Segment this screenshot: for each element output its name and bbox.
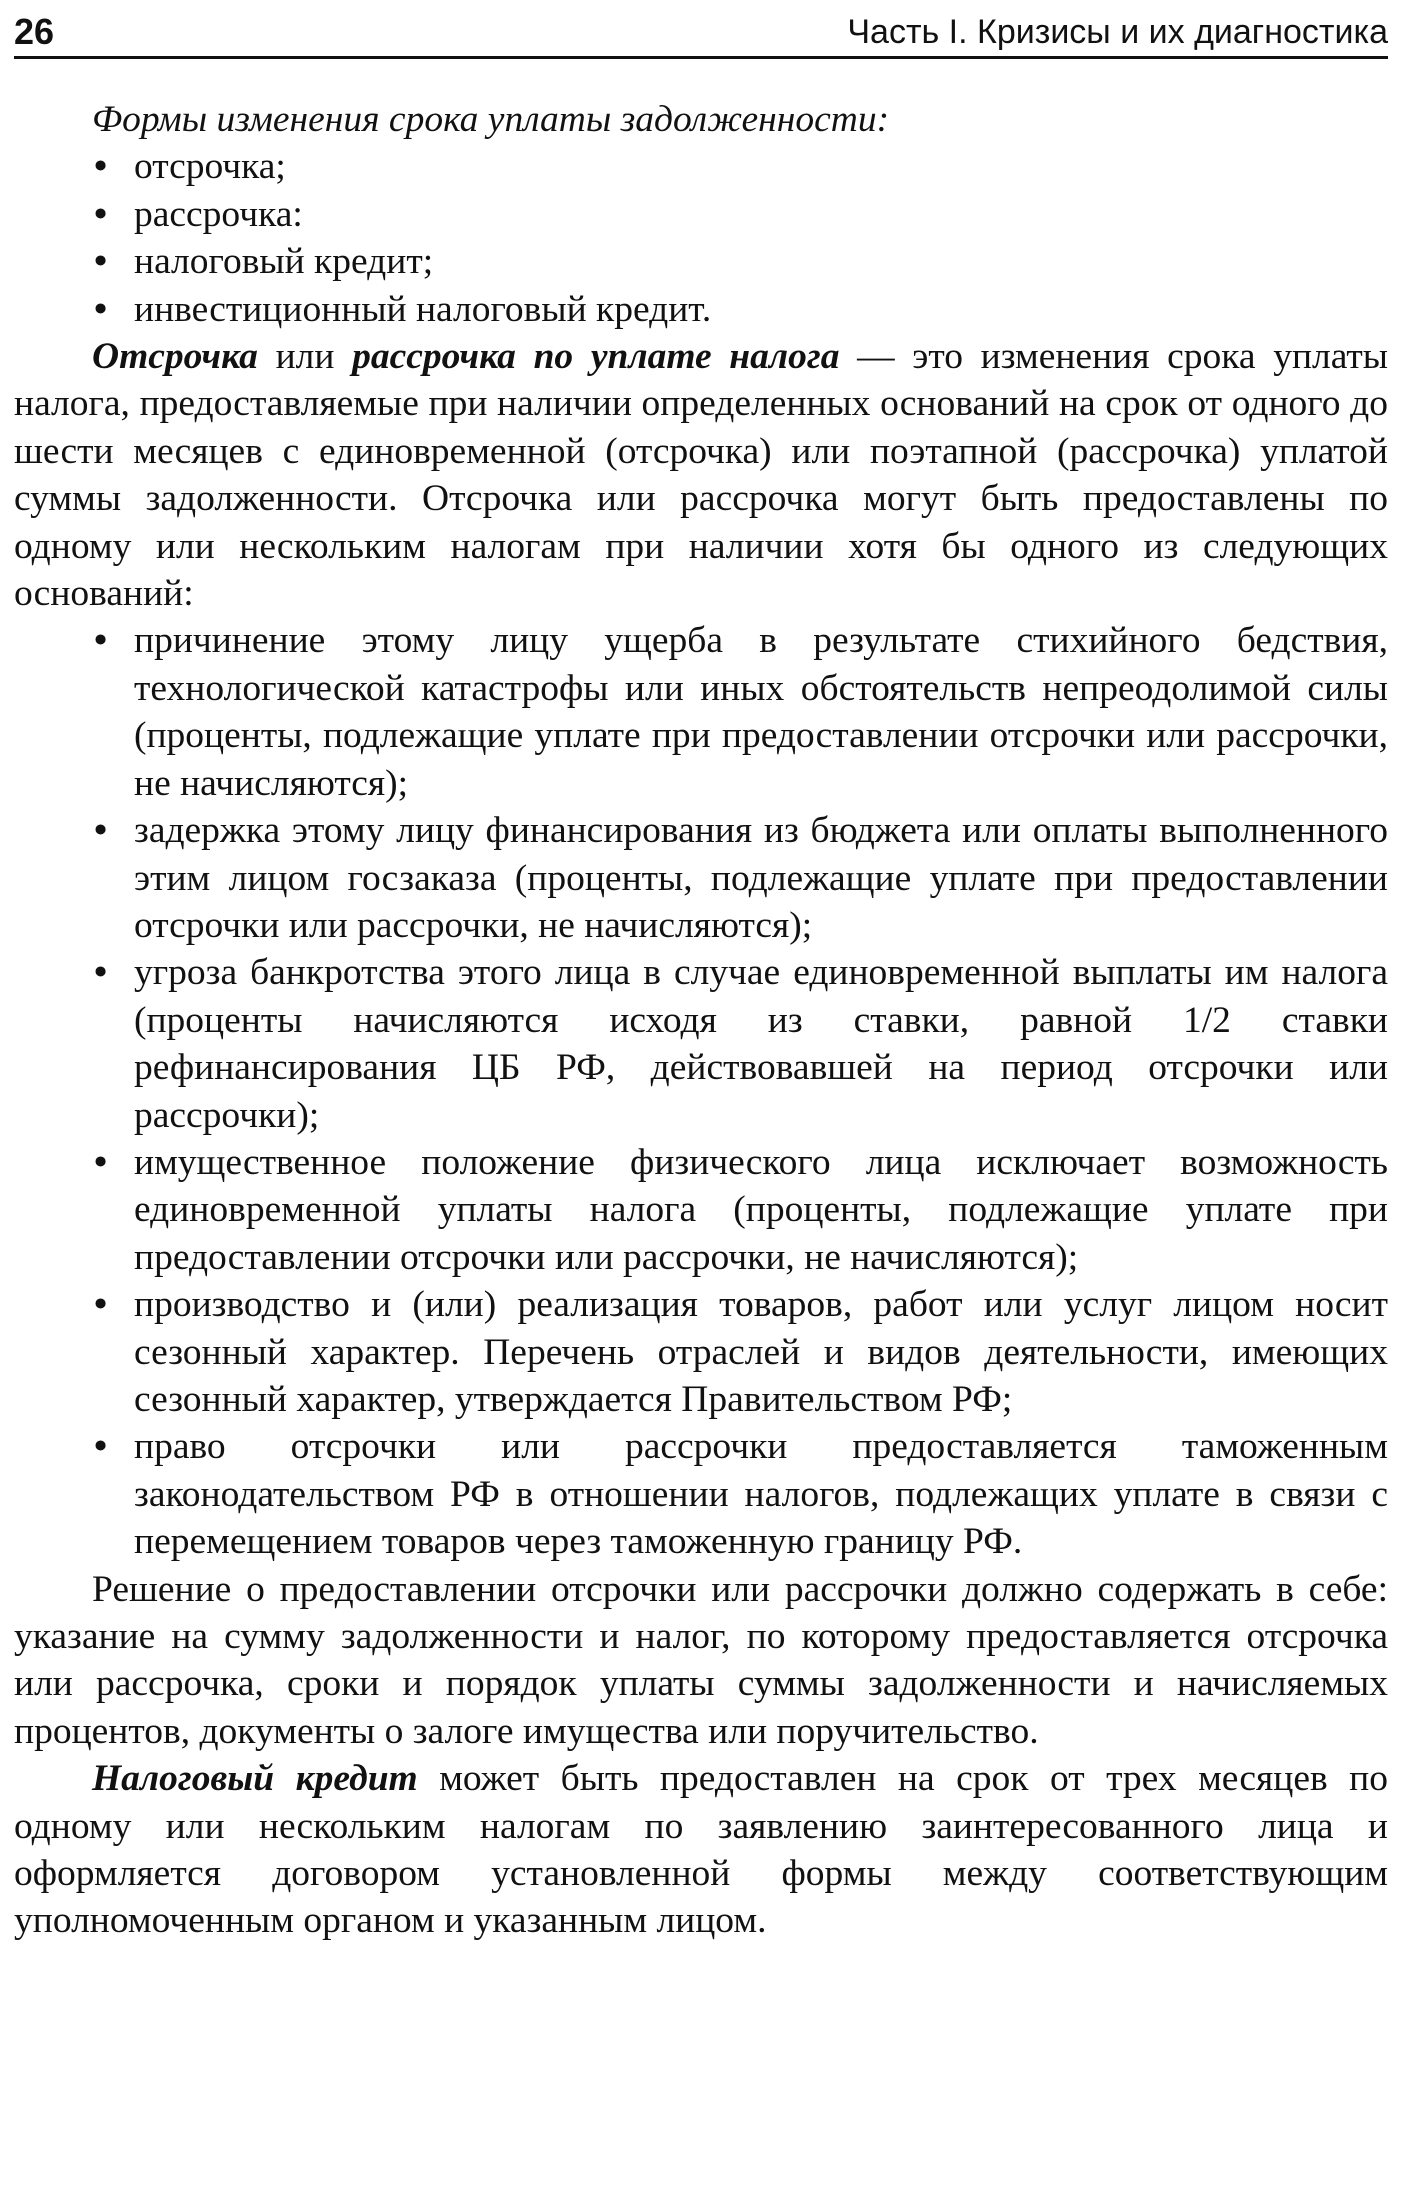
forms-heading: Формы изменения срока уплаты задолженности: [92, 99, 890, 140]
list-item: • имущественное положение физического лица исключает возможность единовременной уплаты налога (проценты, подлежащие уплате при предоставлении отсрочки или рассрочки, не начисляются); [14, 1139, 1388, 1281]
list-item: • налоговый кредит; [14, 238, 1388, 285]
list-item: • угроза банкротства этого лица в случае единовременной выплаты им налога (проценты начисляются исходя из ставки, равной 1/2 ставки рефинансирования ЦБ РФ, действовавшей на период отсрочки или рассрочки); [14, 949, 1388, 1139]
bullet-icon: • [94, 146, 108, 188]
bullet-icon: • [94, 1426, 108, 1468]
term-deferral: Отсрочка [92, 336, 258, 378]
list-item: • причинение этому лицу ущерба в результате стихийного бедствия, технологической катастрофы или иных обстоятельств непреодолимой силы (проценты, подлежащие уплате при предоставлении отсрочки или рассрочки, не начисляются); [14, 617, 1388, 807]
book-page [14, 0, 1388, 2202]
list-item: • право отсрочки или рассрочки предоставляется таможенным законодательством РФ в отношении налогов, подлежащих уплате в связи с перемещением товаров через таможенную границу РФ. [14, 1423, 1388, 1565]
running-header [14, 6, 1388, 59]
grounds-list [14, 617, 1388, 1565]
list-item: • рассрочка: [14, 191, 1388, 238]
tax-credit-paragraph: Налоговый кредит может быть предоставлен на срок от трех месяцев по одному или нескольким налогам по заявлению заинтересованного лица и оформляется договором установленной формы между соответствующим уполномоченным органом и указанным лицом. [14, 1758, 1388, 1942]
deferral-paragraph: Отсрочка или рассрочка по уплате налога — это изменения срока уплаты налога, предоставляемые при наличии определенных оснований на срок от одного до шести месяцев с единовременной (отсрочка) или поэтапной (рассрочка) уплатой суммы задолженности. Отсрочка или рассрочка могут быть предоставлены по одному или нескольким налогам при наличии хотя бы одного из следующих оснований: [14, 336, 1388, 615]
list-item: • производство и (или) реализация товаров, работ или услуг лицом носит сезонный характер. Перечень отраслей и видов деятельности, имеющих сезонный характер, утверждается Правительством РФ; [14, 1281, 1388, 1423]
term-installment: рассрочка по уплате налога [352, 336, 840, 378]
page-number: 26 [14, 11, 55, 52]
bullet-icon: • [94, 288, 108, 330]
bullet-icon: • [94, 1284, 108, 1326]
list-item: • инвестиционный налоговый кредит. [14, 286, 1388, 333]
bullet-icon: • [94, 620, 108, 662]
chapter-title: Часть I. Кризисы и их диагностика [847, 13, 1388, 51]
term-tax-credit: Налоговый кредит [92, 1758, 418, 1800]
list-item: • отсрочка; [14, 143, 1388, 190]
bullet-icon: • [94, 810, 108, 852]
forms-list [14, 143, 1388, 333]
bullet-icon: • [94, 1141, 108, 1183]
page-body [14, 96, 1388, 1945]
bullet-icon: • [94, 241, 108, 283]
list-item: • задержка этому лицу финансирования из бюджета или оплаты выполненного этим лицом госзаказа (проценты, подлежащие уплате при предоставлении отсрочки или рассрочки, не начисляются); [14, 807, 1388, 949]
decision-paragraph: Решение о предоставлении отсрочки или рассрочки должно содержать в себе: указание на сумму задолженности и налог, по которому предоставляется отсрочка или рассрочка, сроки и порядок уплаты суммы задолженности и начисляемых процентов, документы о залоге имущества или поручительство. [14, 1568, 1388, 1752]
bullet-icon: • [94, 952, 108, 994]
bullet-icon: • [94, 193, 108, 235]
